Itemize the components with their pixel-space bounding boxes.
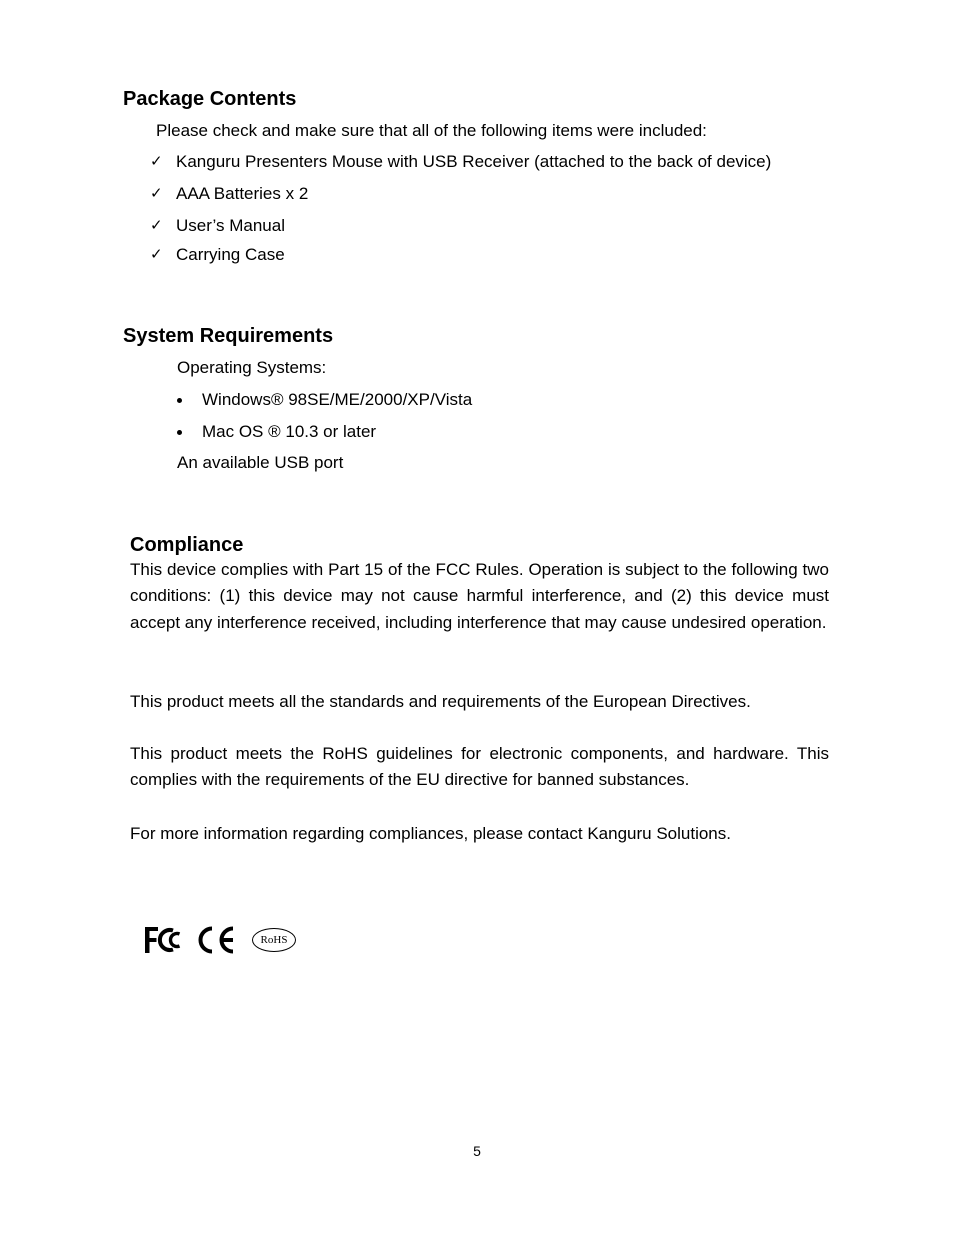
package-item: Carrying Case (176, 245, 285, 264)
page-number: 5 (473, 1143, 481, 1159)
os-label: Operating Systems: (177, 358, 327, 377)
compliance-contact-paragraph: For more information regarding compliances, please contact Kanguru Solutions. (130, 824, 731, 843)
compliance-eu-paragraph: This product meets all the standards and requirements of the European Directives. (130, 692, 751, 711)
compliance-heading: Compliance (130, 534, 244, 556)
fcc-logo (143, 924, 187, 956)
package-item: AAA Batteries x 2 (176, 184, 309, 203)
compliance-rohs-paragraph: This product meets the RoHS guidelines for electronic components, and hardware. This complies with the requirements of the EU directive for banned substances. (130, 744, 829, 790)
checkmark-icon: ✓ (150, 245, 163, 263)
package-item: User’s Manual (176, 216, 285, 235)
compliance-fcc-paragraph: This device complies with Part 15 of the FCC Rules. Operation is subject to the following two conditions: (1) this device may not cause harmful interference, and (2) this device must accept any interference received, including interference that may cause undesired operation. (130, 560, 829, 632)
package-item: Kanguru Presenters Mouse with USB Receiver (attached to the back of device) (176, 152, 772, 171)
checkmark-icon: ✓ (150, 184, 163, 202)
package-intro: Please check and make sure that all of the following items were included: (156, 121, 707, 140)
rohs-logo-text: RoHS (260, 934, 288, 946)
checkmark-icon: ✓ (150, 216, 163, 234)
os-item: Mac OS ® 10.3 or later (202, 422, 377, 441)
usb-requirement: An available USB port (177, 453, 344, 472)
package-contents-heading: Package Contents (123, 88, 297, 110)
bullet-icon (177, 430, 182, 435)
os-item: Windows® 98SE/ME/2000/XP/Vista (202, 390, 473, 409)
checkmark-icon: ✓ (150, 152, 163, 170)
compliance-logos (143, 924, 296, 956)
rohs-logo (252, 928, 296, 952)
system-requirements-heading: System Requirements (123, 325, 334, 347)
bullet-icon (177, 398, 182, 403)
ce-logo (196, 924, 238, 956)
